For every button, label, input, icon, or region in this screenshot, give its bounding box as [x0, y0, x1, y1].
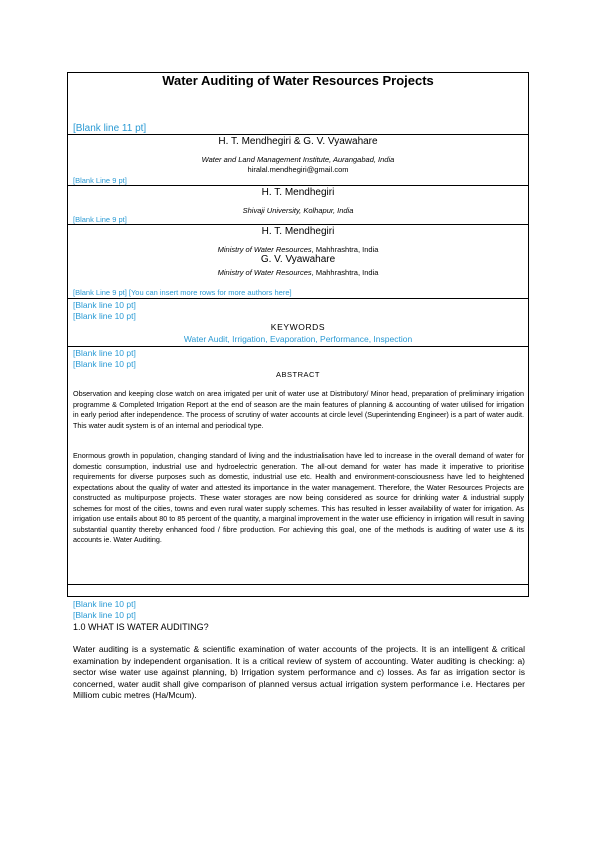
blank-line-placeholder: [Blank line 10 pt]	[73, 300, 136, 310]
section-body: Water auditing is a systematic & scientific examination of water accounts of the projects. It is an intelligent & critical examination by independent organisation. It is a critical review of system of accounting. Water auditing is checking: a) sector wise water use against planning, b) Irrigation system performance and c) losses. As far as irrigation sector is concerned, water audit shall give comparison of planned versus actual irrigation system performance i.e. Hectares per Milliom cubic metres (Ha/Mcum).	[73, 644, 525, 700]
author-email: hiralal.mendhegiri@gmail.com	[247, 165, 349, 174]
divider	[67, 346, 529, 347]
affiliation	[67, 245, 529, 254]
abstract-paragraph: Enormous growth in population, changing standard of living and the industrialisation have led to increase in the overall demand of water for domestic consumption, industrial use and hydroelectric generation. The all-out demand for water has made it imperative to prioritise requirements for diverse purposes such as domestic, industrial use etc. Health and environment-consciousness have led to heightened expectations about the quality of water and attested its importance in the water management. Therefore, the Water Resources Projects are constructed as multipurpose projects. These water storages are now being considered as source for drinking water & industrial supply schemes for most of the cities, towns and even rural water supply schemes. This has resulted in lesser availability of water for irrigation. As irrigation use entails about 80 to 85 percent of the quantity, a marginal improvement in the water use efficiency in irrigation will result in saving substantial quantity thereby enhanced food / fibre production. For achieving this goal, one of the methods is auditing of water use & its accounts ie. Water Auditing.	[73, 451, 524, 544]
abstract-paragraph: Observation and keeping close watch on area irrigated per unit of water use at Distributory/ Minor head, preparation of preliminary irrigation programme & Completed Irrigation Report at the end of season are the main features of planning & accounting of water utilised for irrigation in early period after independence. The process of scrutiny of water accounts at circle level (Superintending Engineer) is a part of water audit. This water audit system is of an internal and periodical type.	[73, 389, 524, 430]
divider	[67, 298, 529, 299]
affiliation	[67, 268, 529, 277]
affiliation-location: , Mahhrashtra, India	[311, 245, 379, 254]
section-heading: 1.0 WHAT IS WATER AUDITING?	[73, 622, 209, 632]
blank-line-placeholder: [Blank line 10 pt]	[73, 359, 136, 369]
affiliation-org: Ministry of Water Resources	[217, 268, 312, 277]
blank-line-placeholder: [Blank Line 9 pt]	[73, 176, 127, 185]
blank-line-placeholder: [Blank Line 9 pt] [You can insert more rows for more authors here]	[73, 288, 292, 297]
author-name: G. V. Vyawahare	[260, 254, 336, 265]
author-name: H. T. Mendhegiri	[261, 187, 335, 198]
blank-line-placeholder: [Blank line 11 pt]	[73, 123, 147, 134]
keywords-list: Water Audit, Irrigation, Evaporation, Performance, Inspection	[183, 334, 413, 344]
affiliation: Shivaji University, Kolhapur, India	[242, 206, 354, 215]
divider	[67, 224, 529, 225]
keywords-heading: KEYWORDS	[270, 322, 326, 332]
blank-line-placeholder: [Blank line 10 pt]	[73, 311, 136, 321]
blank-line-placeholder: [Blank line 10 pt]	[73, 610, 136, 620]
blank-line-placeholder: [Blank line 10 pt]	[73, 348, 136, 358]
paper-title: Water Auditing of Water Resources Projects	[162, 73, 434, 88]
affiliation: Water and Land Management Institute, Aurangabad, India	[201, 155, 395, 164]
blank-line-placeholder: [Blank line 10 pt]	[73, 599, 136, 609]
divider	[67, 134, 529, 135]
author-name: H. T. Mendhegiri	[261, 226, 335, 237]
divider	[67, 584, 529, 585]
abstract-heading: ABSTRACT	[275, 370, 320, 379]
author-line: H. T. Mendhegiri & G. V. Vyawahare	[218, 136, 378, 147]
divider	[67, 185, 529, 186]
affiliation-org: Ministry of Water Resources	[217, 245, 312, 254]
blank-line-placeholder: [Blank Line 9 pt]	[73, 215, 127, 224]
affiliation-location: , Mahhrashtra, India	[311, 268, 379, 277]
